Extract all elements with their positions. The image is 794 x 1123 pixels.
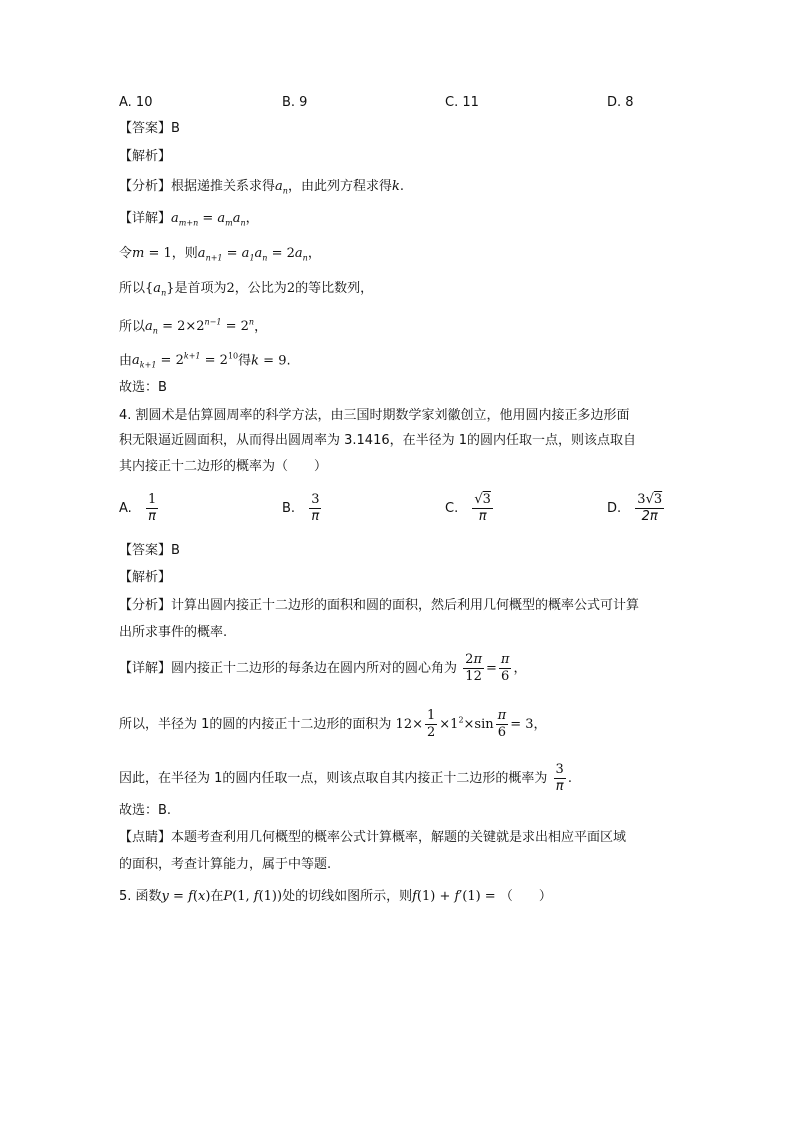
q3-conclusion: 故选：B bbox=[119, 380, 167, 395]
q4-option-b: B. $\frac{3}{\pi}$ bbox=[282, 492, 320, 524]
q3-step-geometric: 所以$\{a_n\}$是首项为2，公比为2的等比数列， bbox=[119, 281, 374, 298]
q4-option-c: C. $\frac{√3}{\pi}$ bbox=[445, 492, 491, 524]
q4-xiangjie-line-2: 所以，半径为 1的圆的内接正十二边形的面积为 12× $\frac{1}{2}$ $\times 1^2\times\sin$ $\frac{\pi}{6}$ = 3， bbox=[119, 708, 547, 740]
q3-fenxi: 【分析】根据递推关系求得$a_n$，由此列方程求得k. bbox=[119, 179, 404, 196]
q4-fenxi-line-2: 出所求事件的概率. bbox=[119, 625, 228, 640]
q3-xiangjie: 【详解】$a_{m+n} = a_ma_n$， bbox=[119, 211, 259, 228]
q3-answer: 【答案】B bbox=[119, 121, 180, 136]
q3-option-a: A. 10 bbox=[119, 95, 153, 110]
q3-step-k: 由$a_{k+1} = 2^{k+1} = 2^{10}$得k = 9. bbox=[119, 352, 291, 370]
q4-answer: 【答案】B bbox=[119, 543, 180, 558]
q3-option-c: C. 11 bbox=[445, 95, 479, 110]
q3-option-b: B. 9 bbox=[282, 95, 308, 110]
q5-stem: 5. 函数y = f(x)在P(1, f(1))处的切线如图所示，则f(1) + f′(1) = （ ） bbox=[119, 889, 552, 904]
q4-dianjing-line-1: 【点睛】本题考查利用几何概型的概率公式计算概率，解题的关键就是求出相应平面区域 bbox=[119, 830, 627, 845]
q4-xiangjie-line-1: 【详解】圆内接正十二边形的每条边在圆内所对的圆心角为 $\frac{2\pi}{12}$ = $\frac{\pi}{6}$ ， bbox=[119, 652, 527, 684]
q4-fenxi-line-1: 【分析】计算出圆内接正十二边形的面积和圆的面积，然后利用几何概型的概率公式可计算 bbox=[119, 598, 640, 613]
q3-analysis-heading: 【解析】 bbox=[119, 149, 172, 164]
q4-option-a: A. $\frac{1}{\pi}$ bbox=[119, 492, 157, 524]
q4-option-d: D. $\frac{3√3}{2\pi}$ bbox=[607, 492, 663, 524]
q3-step-an: 所以$a_n = 2\times 2^{n-1} = 2^n$， bbox=[119, 318, 268, 336]
q4-conclusion: 故选：B. bbox=[119, 803, 172, 818]
q4-analysis-heading: 【解析】 bbox=[119, 570, 172, 585]
q4-dianjing-line-2: 的面积，考查计算能力，属于中等题. bbox=[119, 857, 332, 872]
q4-stem-line-2: 积无限逼近圆面积，从而得出圆周率为 3.1416，在半径为 1的圆内任取一点，则该点取自 bbox=[119, 433, 637, 448]
q4-xiangjie-line-3: 因此，在半径为 1的圆内任取一点，则该点取自其内接正十二边形的概率为 $\frac{3}{\pi}$ . bbox=[119, 762, 572, 794]
q3-option-d: D. 8 bbox=[607, 95, 634, 110]
q3-step-m1: 令m = 1，则$a_{n+1} = a_1a_n = 2a_n$， bbox=[119, 246, 321, 263]
q4-stem-line-3: 其内接正十二边形的概率为（ ） bbox=[119, 459, 328, 474]
q4-stem-line-1: 4. 割圆术是估算圆周率的科学方法，由三国时期数学家刘徽创立，他用圆内接正多边形面 bbox=[119, 408, 630, 423]
